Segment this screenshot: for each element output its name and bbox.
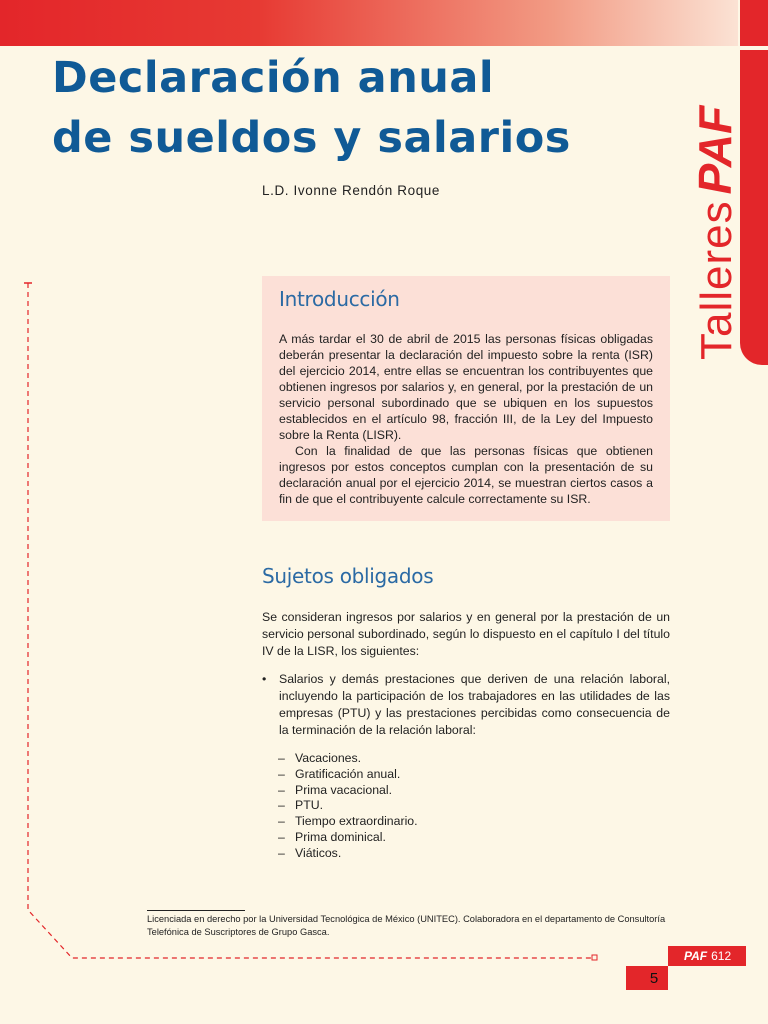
list-item-text: Tiempo extraordinario. (295, 814, 418, 829)
benefits-list (278, 751, 418, 862)
list-dash: – (278, 829, 285, 844)
page-number: 5 (626, 966, 668, 990)
list-dash: – (278, 845, 285, 860)
list-item (278, 798, 418, 814)
list-item (278, 830, 418, 846)
magazine-tag (668, 946, 746, 966)
article-title-line2: de sueldos y salarios (52, 113, 571, 163)
list-item (278, 767, 418, 783)
list-item-text: Gratificación anual. (295, 766, 401, 781)
list-dash: – (278, 798, 285, 813)
list-item (278, 846, 418, 862)
introduction-text (279, 331, 653, 507)
list-dash: – (278, 766, 285, 781)
footnote: Licenciada en derecho por la Universidad Tecnológica de México (UNITEC). Colaboradora en el departamento de Consultoría Telefónica de Suscriptores de Grupo Gasca. (147, 914, 666, 937)
list-item (278, 814, 418, 830)
list-dash: – (278, 751, 285, 765)
list-item (278, 783, 418, 799)
list-item-text: Vacaciones. (295, 751, 362, 765)
footnote-rule (147, 910, 245, 911)
introduction-paragraph-2: Con la finalidad de que las personas físicas que obtienen ingresos por estos conceptos cumplan con la presentación de su declaración anual por el ejercicio 2014, se muestran ciertos casos a fin de que el contribuyente calcule correctamente su ISR. (279, 444, 653, 506)
section-paragraph: Se consideran ingresos por salarios y en general por la prestación de un servicio personal subordinado, según lo dispuesto en el capítulo I del título IV de la LISR, los siguientes: (262, 610, 670, 658)
list-item (278, 751, 418, 767)
list-dash: – (278, 814, 285, 829)
section-label-word: Talleres (692, 200, 741, 360)
list-item-text: PTU. (295, 798, 324, 813)
magazine-brand: PAF (684, 949, 708, 963)
list-item-text: Viáticos. (295, 845, 342, 860)
section-label-brand: PAF (689, 105, 741, 195)
bullet-item (262, 671, 670, 739)
list-item-text: Prima vacacional. (295, 782, 393, 797)
bullet-symbol: • (262, 672, 267, 686)
section-heading: Sujetos obligados (262, 564, 434, 588)
author-byline: L.D. Ivonne Rendón Roque (262, 183, 441, 198)
list-item-text: Prima dominical. (295, 829, 386, 844)
magazine-issue: 612 (711, 949, 732, 963)
introduction-heading: Introducción (279, 287, 400, 311)
list-dash: – (278, 782, 285, 797)
introduction-paragraph-1: A más tardar el 30 de abril de 2015 las personas físicas obligadas deberán presentar la declaración del impuesto sobre la renta (ISR) del ejercicio 2014, entre ellas se encuentran los contribuyentes que obtienen ingresos por salarios y, en general, por la prestación de un servicio personal subordinado que se ubiquen en los supuestos establecidos en el artículo 98, fracción III, de la Ley del Impuesto sobre la Renta (LISR). (279, 332, 653, 442)
bullet-text: Salarios y demás prestaciones que deriven de una relación laboral, incluyendo la participación de los trabajadores en las utilidades de las empresas (PTU) y las prestaciones percibidas como consecuencia de la terminación de la relación laboral: (279, 672, 670, 737)
article-title-line1: Declaración anual (52, 53, 495, 103)
